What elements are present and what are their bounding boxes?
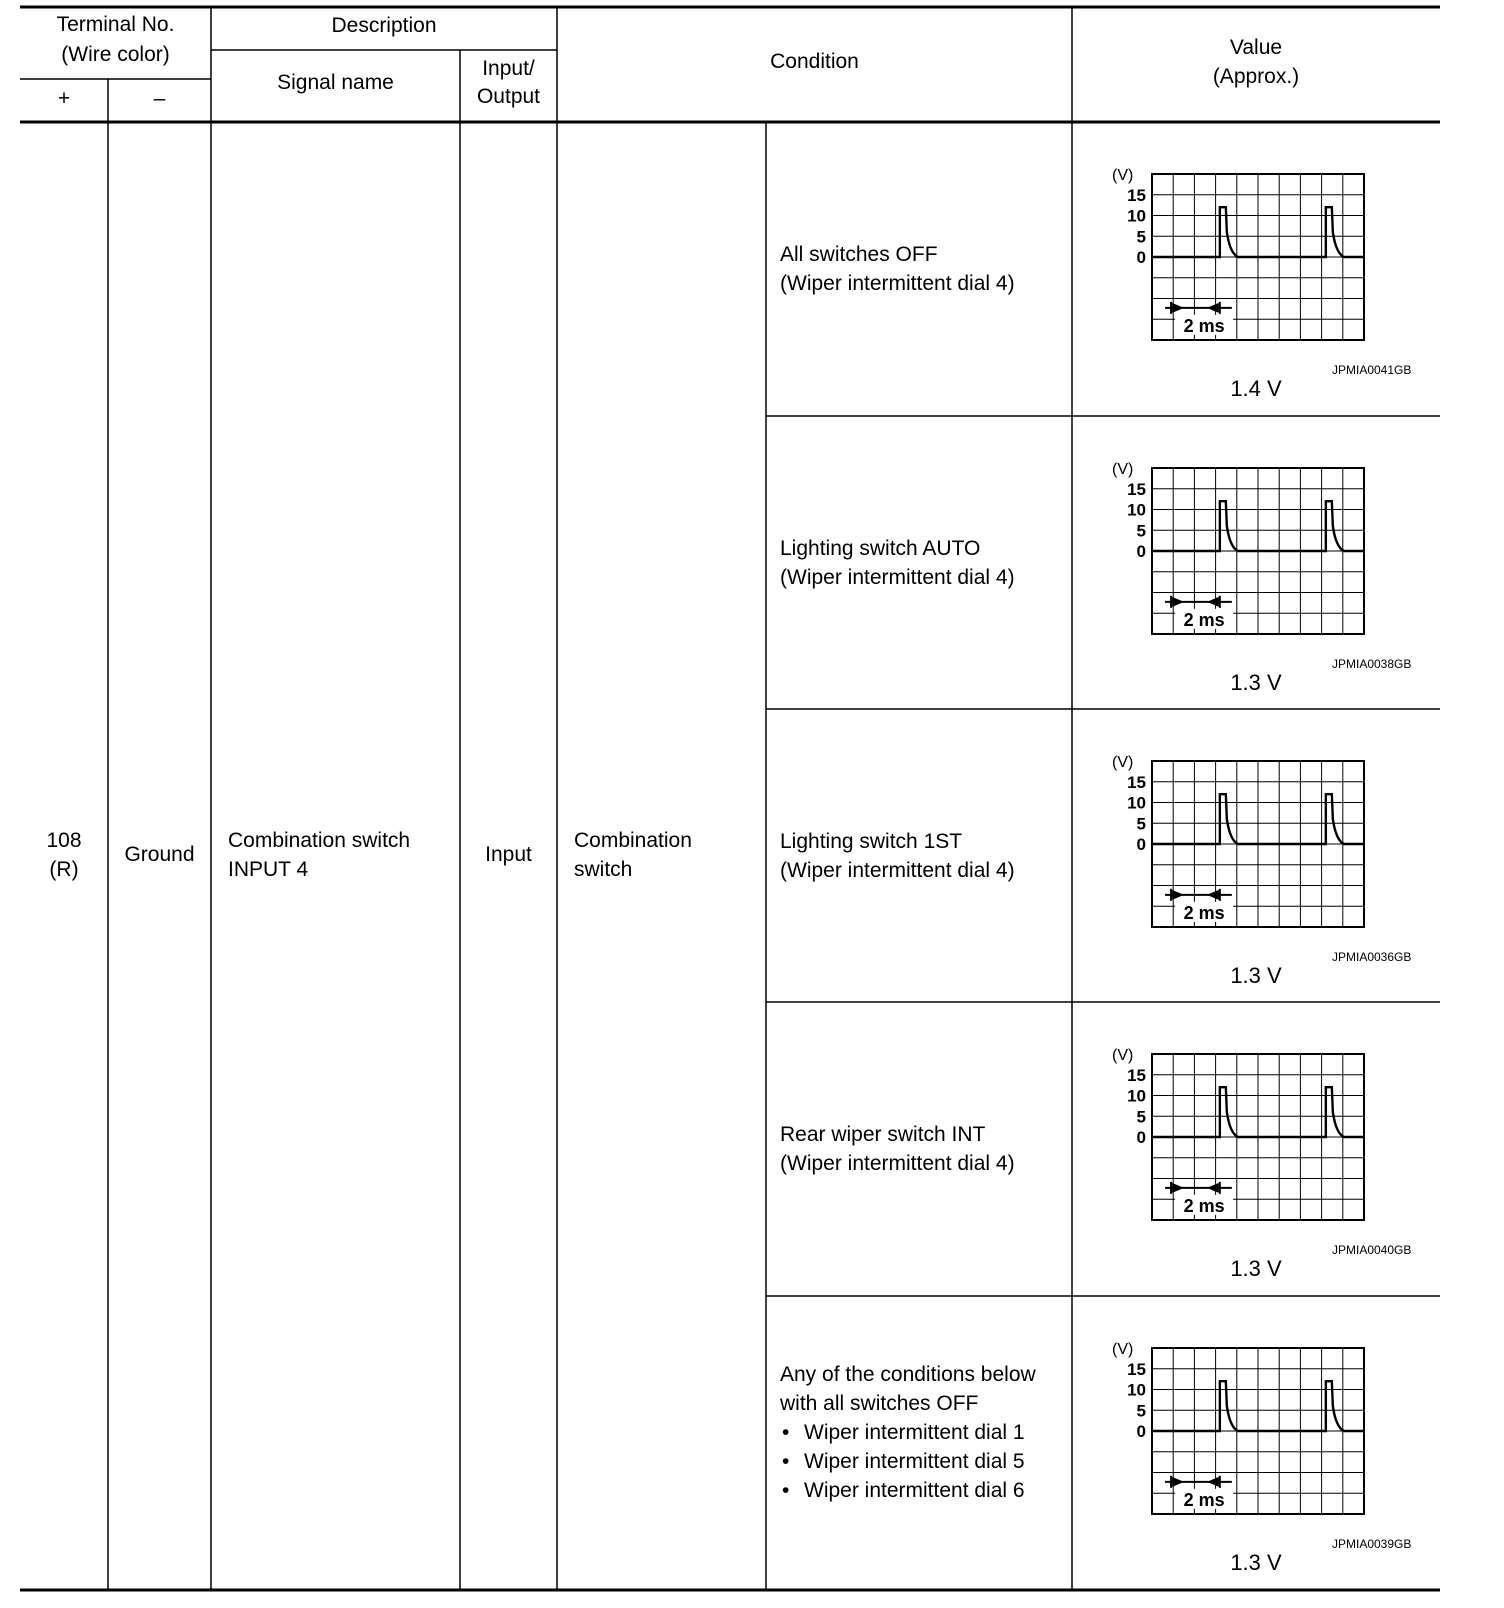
y-tick-label: 5 bbox=[1136, 521, 1146, 541]
time-scale-label: 2 ms bbox=[1183, 315, 1225, 336]
y-tick-label: 10 bbox=[1127, 500, 1146, 520]
header-signal-name: Signal name bbox=[277, 71, 394, 94]
y-unit-label: (V) bbox=[1112, 1047, 1134, 1064]
figure-code: JPMIA0040GB bbox=[1332, 1243, 1412, 1257]
time-arrow-left bbox=[1207, 1477, 1219, 1487]
condition-text bbox=[780, 1360, 1070, 1505]
y-tick-label: 15 bbox=[1127, 185, 1146, 205]
y-tick-label: 10 bbox=[1127, 793, 1146, 813]
y-tick-label: 15 bbox=[1127, 1065, 1146, 1085]
time-scale-label: 2 ms bbox=[1183, 902, 1225, 923]
condition-group-line2: switch bbox=[574, 858, 633, 881]
condition-line: (Wiper intermittent dial 4) bbox=[780, 859, 1015, 882]
y-tick-label: 0 bbox=[1136, 542, 1146, 561]
time-arrow-right bbox=[1172, 597, 1184, 607]
y-unit-label: (V) bbox=[1112, 461, 1134, 478]
condition-bullet: • Wiper intermittent dial 6 bbox=[780, 1476, 1070, 1505]
y-tick-label: 15 bbox=[1127, 1359, 1146, 1379]
minus-terminal: Ground bbox=[124, 843, 195, 866]
waveform-graph bbox=[1110, 1042, 1370, 1242]
waveform-graph bbox=[1110, 1336, 1370, 1536]
header-condition: Condition bbox=[770, 50, 859, 73]
waveform-graph bbox=[1110, 749, 1370, 949]
condition-bullet: • Wiper intermittent dial 5 bbox=[780, 1447, 1070, 1476]
signal-name-line2: INPUT 4 bbox=[228, 858, 309, 881]
waveform-graph bbox=[1110, 162, 1370, 362]
approx-value: 1.3 V bbox=[1230, 963, 1282, 988]
y-tick-label: 5 bbox=[1136, 227, 1146, 247]
time-scale-label: 2 ms bbox=[1183, 1489, 1225, 1510]
condition-text bbox=[780, 240, 1070, 298]
signal-name-line1: Combination switch bbox=[228, 829, 411, 852]
y-unit-label: (V) bbox=[1112, 1341, 1134, 1358]
condition-bullet-list bbox=[780, 1418, 1070, 1505]
y-tick-label: 10 bbox=[1127, 1086, 1146, 1106]
time-arrow-right bbox=[1172, 1183, 1184, 1193]
condition-line: Lighting switch AUTO bbox=[780, 537, 981, 560]
approx-value: 1.3 V bbox=[1230, 1550, 1282, 1575]
y-tick-label: 5 bbox=[1136, 1107, 1146, 1127]
figure-code: JPMIA0039GB bbox=[1332, 1537, 1412, 1551]
header-output: Output bbox=[476, 85, 541, 108]
y-tick-label: 15 bbox=[1127, 479, 1146, 499]
approx-value: 1.3 V bbox=[1230, 1256, 1282, 1281]
y-tick-label: 10 bbox=[1127, 1380, 1146, 1400]
time-scale-label: 2 ms bbox=[1183, 1195, 1225, 1216]
terminal-number: 108 bbox=[46, 829, 82, 852]
condition-text bbox=[780, 534, 1070, 592]
condition-bullet: • Wiper intermittent dial 1 bbox=[780, 1418, 1070, 1447]
header-terminal-no: Terminal No. bbox=[56, 13, 175, 36]
time-arrow-left bbox=[1207, 890, 1219, 900]
header-approx: (Approx.) bbox=[1212, 65, 1300, 88]
approx-value: 1.4 V bbox=[1230, 376, 1282, 401]
wire-color: (R) bbox=[49, 858, 79, 881]
y-tick-label: 0 bbox=[1136, 835, 1146, 854]
waveform-graph bbox=[1110, 456, 1370, 656]
header-plus: + bbox=[57, 87, 71, 110]
time-arrow-right bbox=[1172, 1477, 1184, 1487]
figure-code: JPMIA0041GB bbox=[1332, 363, 1412, 377]
condition-group-line1: Combination bbox=[574, 829, 692, 852]
figure-code: JPMIA0036GB bbox=[1332, 950, 1412, 964]
condition-line: with all switches OFF bbox=[780, 1392, 979, 1415]
condition-text bbox=[780, 827, 1070, 885]
header-minus: – bbox=[153, 87, 166, 110]
time-arrow-right bbox=[1172, 303, 1184, 313]
time-scale-label: 2 ms bbox=[1183, 609, 1225, 630]
condition-line: All switches OFF bbox=[780, 243, 938, 266]
y-unit-label: (V) bbox=[1112, 167, 1134, 184]
figure-code: JPMIA0038GB bbox=[1332, 657, 1412, 671]
y-tick-label: 0 bbox=[1136, 1422, 1146, 1441]
condition-line: Lighting switch 1ST bbox=[780, 830, 963, 853]
header-value: Value bbox=[1229, 36, 1283, 59]
y-tick-label: 10 bbox=[1127, 206, 1146, 226]
condition-line: (Wiper intermittent dial 4) bbox=[780, 1152, 1015, 1175]
header-wire-color: (Wire color) bbox=[61, 43, 170, 66]
y-tick-label: 15 bbox=[1127, 772, 1146, 792]
y-tick-label: 0 bbox=[1136, 248, 1146, 267]
header-input: Input/ bbox=[482, 57, 535, 80]
condition-line: (Wiper intermittent dial 4) bbox=[780, 566, 1015, 589]
y-tick-label: 5 bbox=[1136, 814, 1146, 834]
condition-text bbox=[780, 1120, 1070, 1178]
header-description: Description bbox=[331, 14, 437, 37]
condition-line: Any of the conditions below bbox=[780, 1363, 1036, 1386]
y-tick-label: 0 bbox=[1136, 1128, 1146, 1147]
time-arrow-left bbox=[1207, 303, 1219, 313]
approx-value: 1.3 V bbox=[1230, 670, 1282, 695]
time-arrow-left bbox=[1207, 1183, 1219, 1193]
condition-line: Rear wiper switch INT bbox=[780, 1123, 986, 1146]
y-unit-label: (V) bbox=[1112, 754, 1134, 771]
condition-line: (Wiper intermittent dial 4) bbox=[780, 272, 1015, 295]
time-arrow-right bbox=[1172, 890, 1184, 900]
y-tick-label: 5 bbox=[1136, 1401, 1146, 1421]
input-output: Input bbox=[485, 843, 532, 866]
time-arrow-left bbox=[1207, 597, 1219, 607]
